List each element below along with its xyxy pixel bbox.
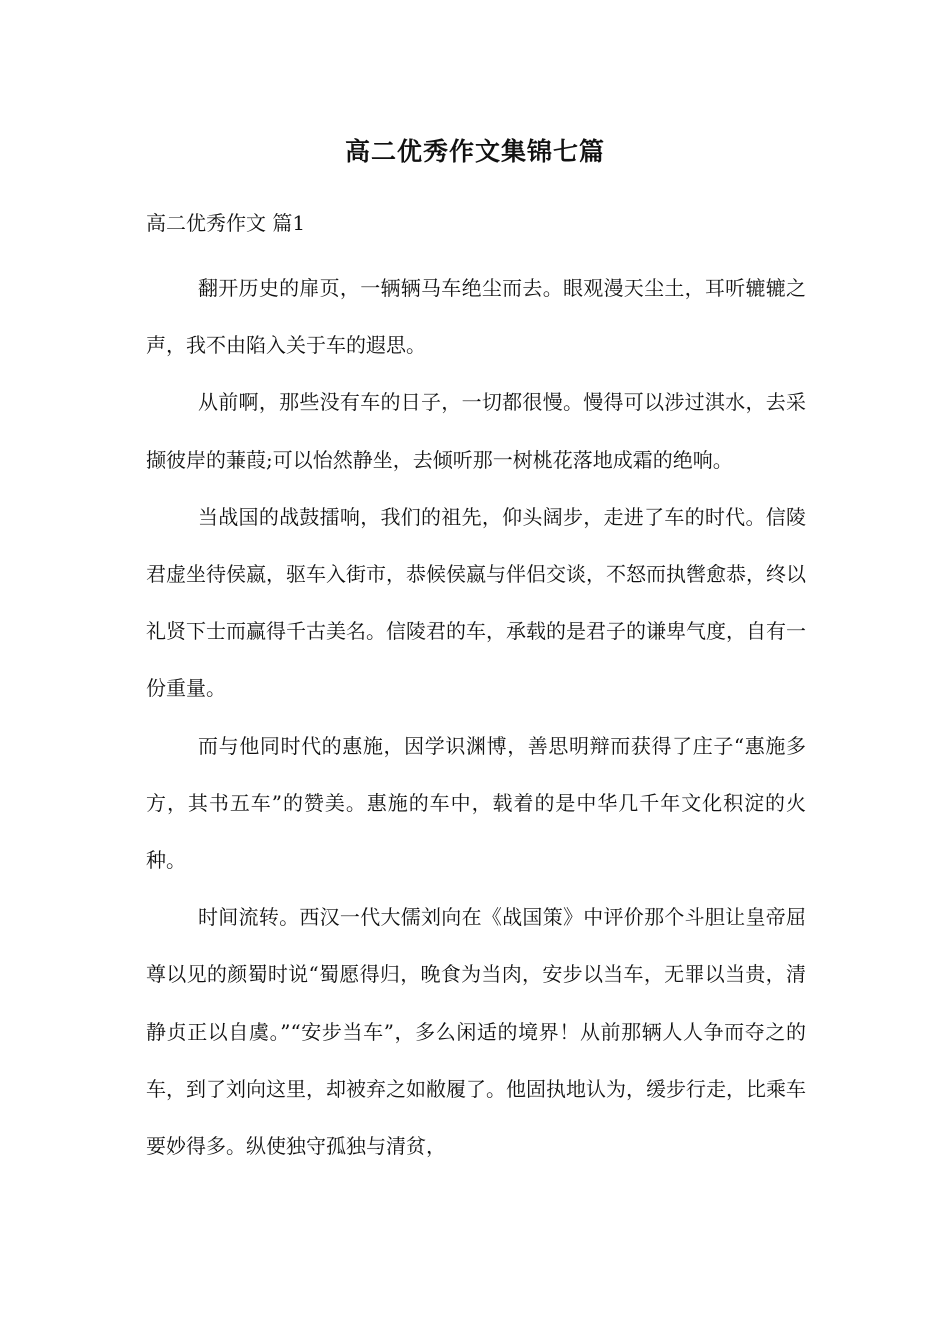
document-title: 高二优秀作文集锦七篇	[344, 137, 605, 166]
paragraph: 翻开历史的扉页，一辆辆马车绝尘而去。眼观漫天尘土，耳听辘辘之声，我不由陷入关于车的遐思。	[146, 276, 806, 358]
section-heading: 高二优秀作文 篇1	[146, 211, 306, 235]
paragraph: 而与他同时代的惠施，因学识渊博，善思明辩而获得了庄子“惠施多方，其书五车”的赞美。惠施的车中，载着的是中华几千年文化积淀的火种。	[146, 733, 806, 873]
paragraph: 从前啊，那些没有车的日子，一切都很慢。慢得可以涉过淇水，去采撷彼岸的蒹葭;可以怡然静坐，去倾听那一树桃花落地成霜的绝响。	[146, 390, 806, 472]
paragraph: 时间流转。西汉一代大儒刘向在《战国策》中评价那个斗胆让皇帝屈尊以见的颜蜀时说“蜀愿得归，晚食为当肉，安步以当车，无罪以当贵，清静贞正以自虞。”“安步当车”，多么闲适的境界！从前那辆人人争而夺之的车，到了刘向这里，却被弃之如敝履了。他固执地认为，缓步行走，比乘车要妙得多。纵使独守孤独与清贫，	[146, 905, 806, 1159]
paragraph: 当战国的战鼓擂响，我们的祖先，仰头阔步，走进了车的时代。信陵君虚坐待侯嬴，驱车入街市，恭候侯嬴与伴侣交谈，不怒而执辔愈恭，终以礼贤下士而赢得千古美名。信陵君的车，承载的是君子的谦卑气度，自有一份重量。	[146, 504, 806, 701]
body-text	[146, 260, 806, 1175]
